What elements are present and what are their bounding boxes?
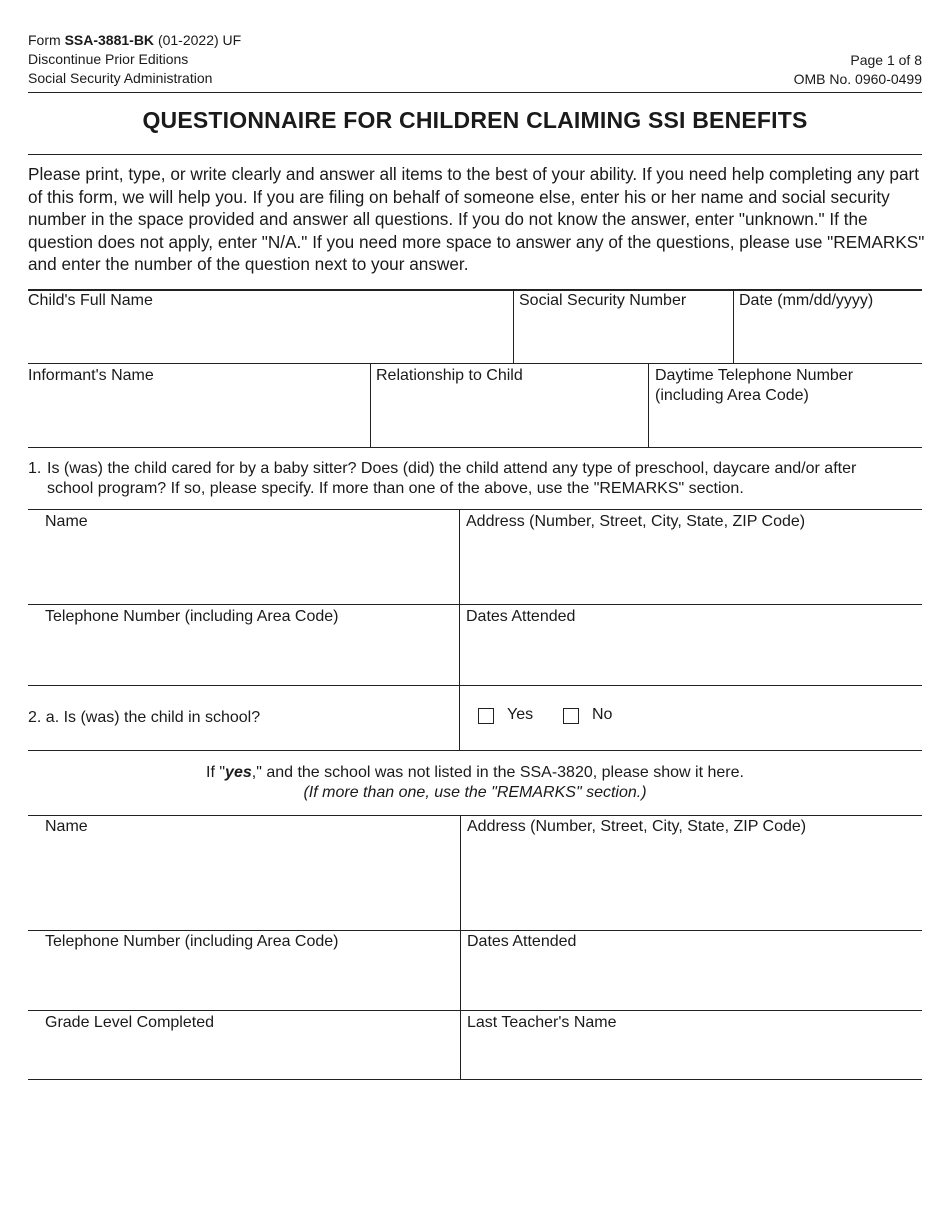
question-1-text-line2: school program? If so, please specify. If more than one of the above, use the "REMARKS" section. <box>47 480 744 497</box>
school-instruction-pre: If " <box>206 764 226 781</box>
question-1-text: Is (was) the child cared for by a baby sitter? Does (did) the child attend any type of preschool, daycare and/or after <box>47 460 857 477</box>
relationship-field[interactable] <box>375 388 643 444</box>
school-name-label: Name <box>45 818 88 835</box>
informant-name-field[interactable] <box>28 388 366 444</box>
divider <box>28 750 922 751</box>
q1-telephone-label: Telephone Number (including Area Code) <box>45 608 339 625</box>
divider <box>28 509 922 510</box>
school-address-label: Address (Number, Street, City, State, ZIP Code) <box>467 818 807 835</box>
divider <box>28 930 922 931</box>
school-name-field[interactable] <box>44 839 454 927</box>
school-dates-label: Dates Attended <box>467 933 577 950</box>
last-teacher-field[interactable] <box>466 1035 920 1077</box>
divider <box>28 363 922 364</box>
school-instruction <box>28 763 922 783</box>
yes-checkbox[interactable] <box>478 708 494 724</box>
discontinue-note: Discontinue Prior Editions <box>28 51 189 67</box>
q1-dates-field[interactable] <box>465 629 920 681</box>
yes-label: Yes <box>507 706 534 723</box>
question-2a-text: 2. a. Is (was) the child in school? <box>28 709 261 726</box>
cell-border <box>460 815 461 1080</box>
ssn-field[interactable] <box>518 312 728 360</box>
q1-name-field[interactable] <box>44 534 454 600</box>
no-label: No <box>592 706 613 723</box>
omb-number: OMB No. 0960-0499 <box>793 71 922 87</box>
date-field[interactable] <box>738 312 920 360</box>
cell-border <box>733 290 734 363</box>
question-1-number: 1. <box>28 460 42 477</box>
daytime-phone-label: Daytime Telephone Number <box>655 367 854 384</box>
school-address-field[interactable] <box>466 839 920 927</box>
q1-name-label: Name <box>45 513 88 530</box>
divider <box>28 815 922 816</box>
form-edition: (01-2022) UF <box>157 32 242 48</box>
page-number: Page 1 of 8 <box>850 52 922 68</box>
relationship-label: Relationship to Child <box>376 367 523 384</box>
school-telephone-label: Telephone Number (including Area Code) <box>45 933 339 950</box>
child-name-label: Child's Full Name <box>28 292 153 309</box>
informant-name-label: Informant's Name <box>28 367 154 384</box>
school-telephone-field[interactable] <box>44 954 454 1006</box>
divider <box>28 1079 922 1080</box>
q1-address-field[interactable] <box>465 534 920 600</box>
school-dates-field[interactable] <box>466 954 920 1006</box>
instructions-paragraph: Please print, type, or write clearly and answer all items to the best of your ability. If you need help completing any part of this form, we will help you. If you are filing on behalf of someone else, enter his or her name and social security number in the space provided and answer all questions. If you do not know the answer, enter "unknown." If the question does not apply, enter "N/A." If you need more space to answer any of the questions, please use "REMARKS" and enter the number of the question next to your answer. <box>28 164 925 275</box>
q1-address-label: Address (Number, Street, City, State, ZIP Code) <box>466 513 806 530</box>
ssn-label: Social Security Number <box>519 292 687 309</box>
form-identifier <box>28 31 241 50</box>
school-instruction-yes: yes <box>225 764 252 781</box>
q1-telephone-field[interactable] <box>44 629 454 681</box>
daytime-phone-field[interactable] <box>653 408 920 444</box>
form-number: SSA-3881-BK <box>64 32 155 48</box>
cell-border <box>370 363 371 447</box>
divider <box>28 685 922 686</box>
school-instruction-remarks: (If more than one, use the "REMARKS" section.) <box>303 784 647 801</box>
no-checkbox[interactable] <box>563 708 579 724</box>
daytime-phone-label-line2: (including Area Code) <box>655 387 809 404</box>
cell-border <box>513 290 514 363</box>
page-title: QUESTIONNAIRE FOR CHILDREN CLAIMING SSI BENEFITS <box>142 107 808 133</box>
divider <box>28 92 922 93</box>
form-prefix: Form <box>28 32 61 48</box>
q1-dates-label: Dates Attended <box>466 608 576 625</box>
agency-name: Social Security Administration <box>28 70 213 86</box>
grade-level-label: Grade Level Completed <box>45 1014 214 1031</box>
last-teacher-label: Last Teacher's Name <box>467 1014 617 1031</box>
divider <box>28 154 922 155</box>
cell-border <box>648 363 649 447</box>
school-instruction-post: ," and the school was not listed in the SSA-3820, please show it here. <box>251 764 744 781</box>
divider <box>28 1010 922 1011</box>
cell-border <box>459 509 460 750</box>
divider <box>28 447 922 448</box>
child-name-field[interactable] <box>28 312 508 360</box>
date-label: Date (mm/dd/yyyy) <box>739 292 874 309</box>
grade-level-field[interactable] <box>44 1035 454 1077</box>
divider <box>28 604 922 605</box>
